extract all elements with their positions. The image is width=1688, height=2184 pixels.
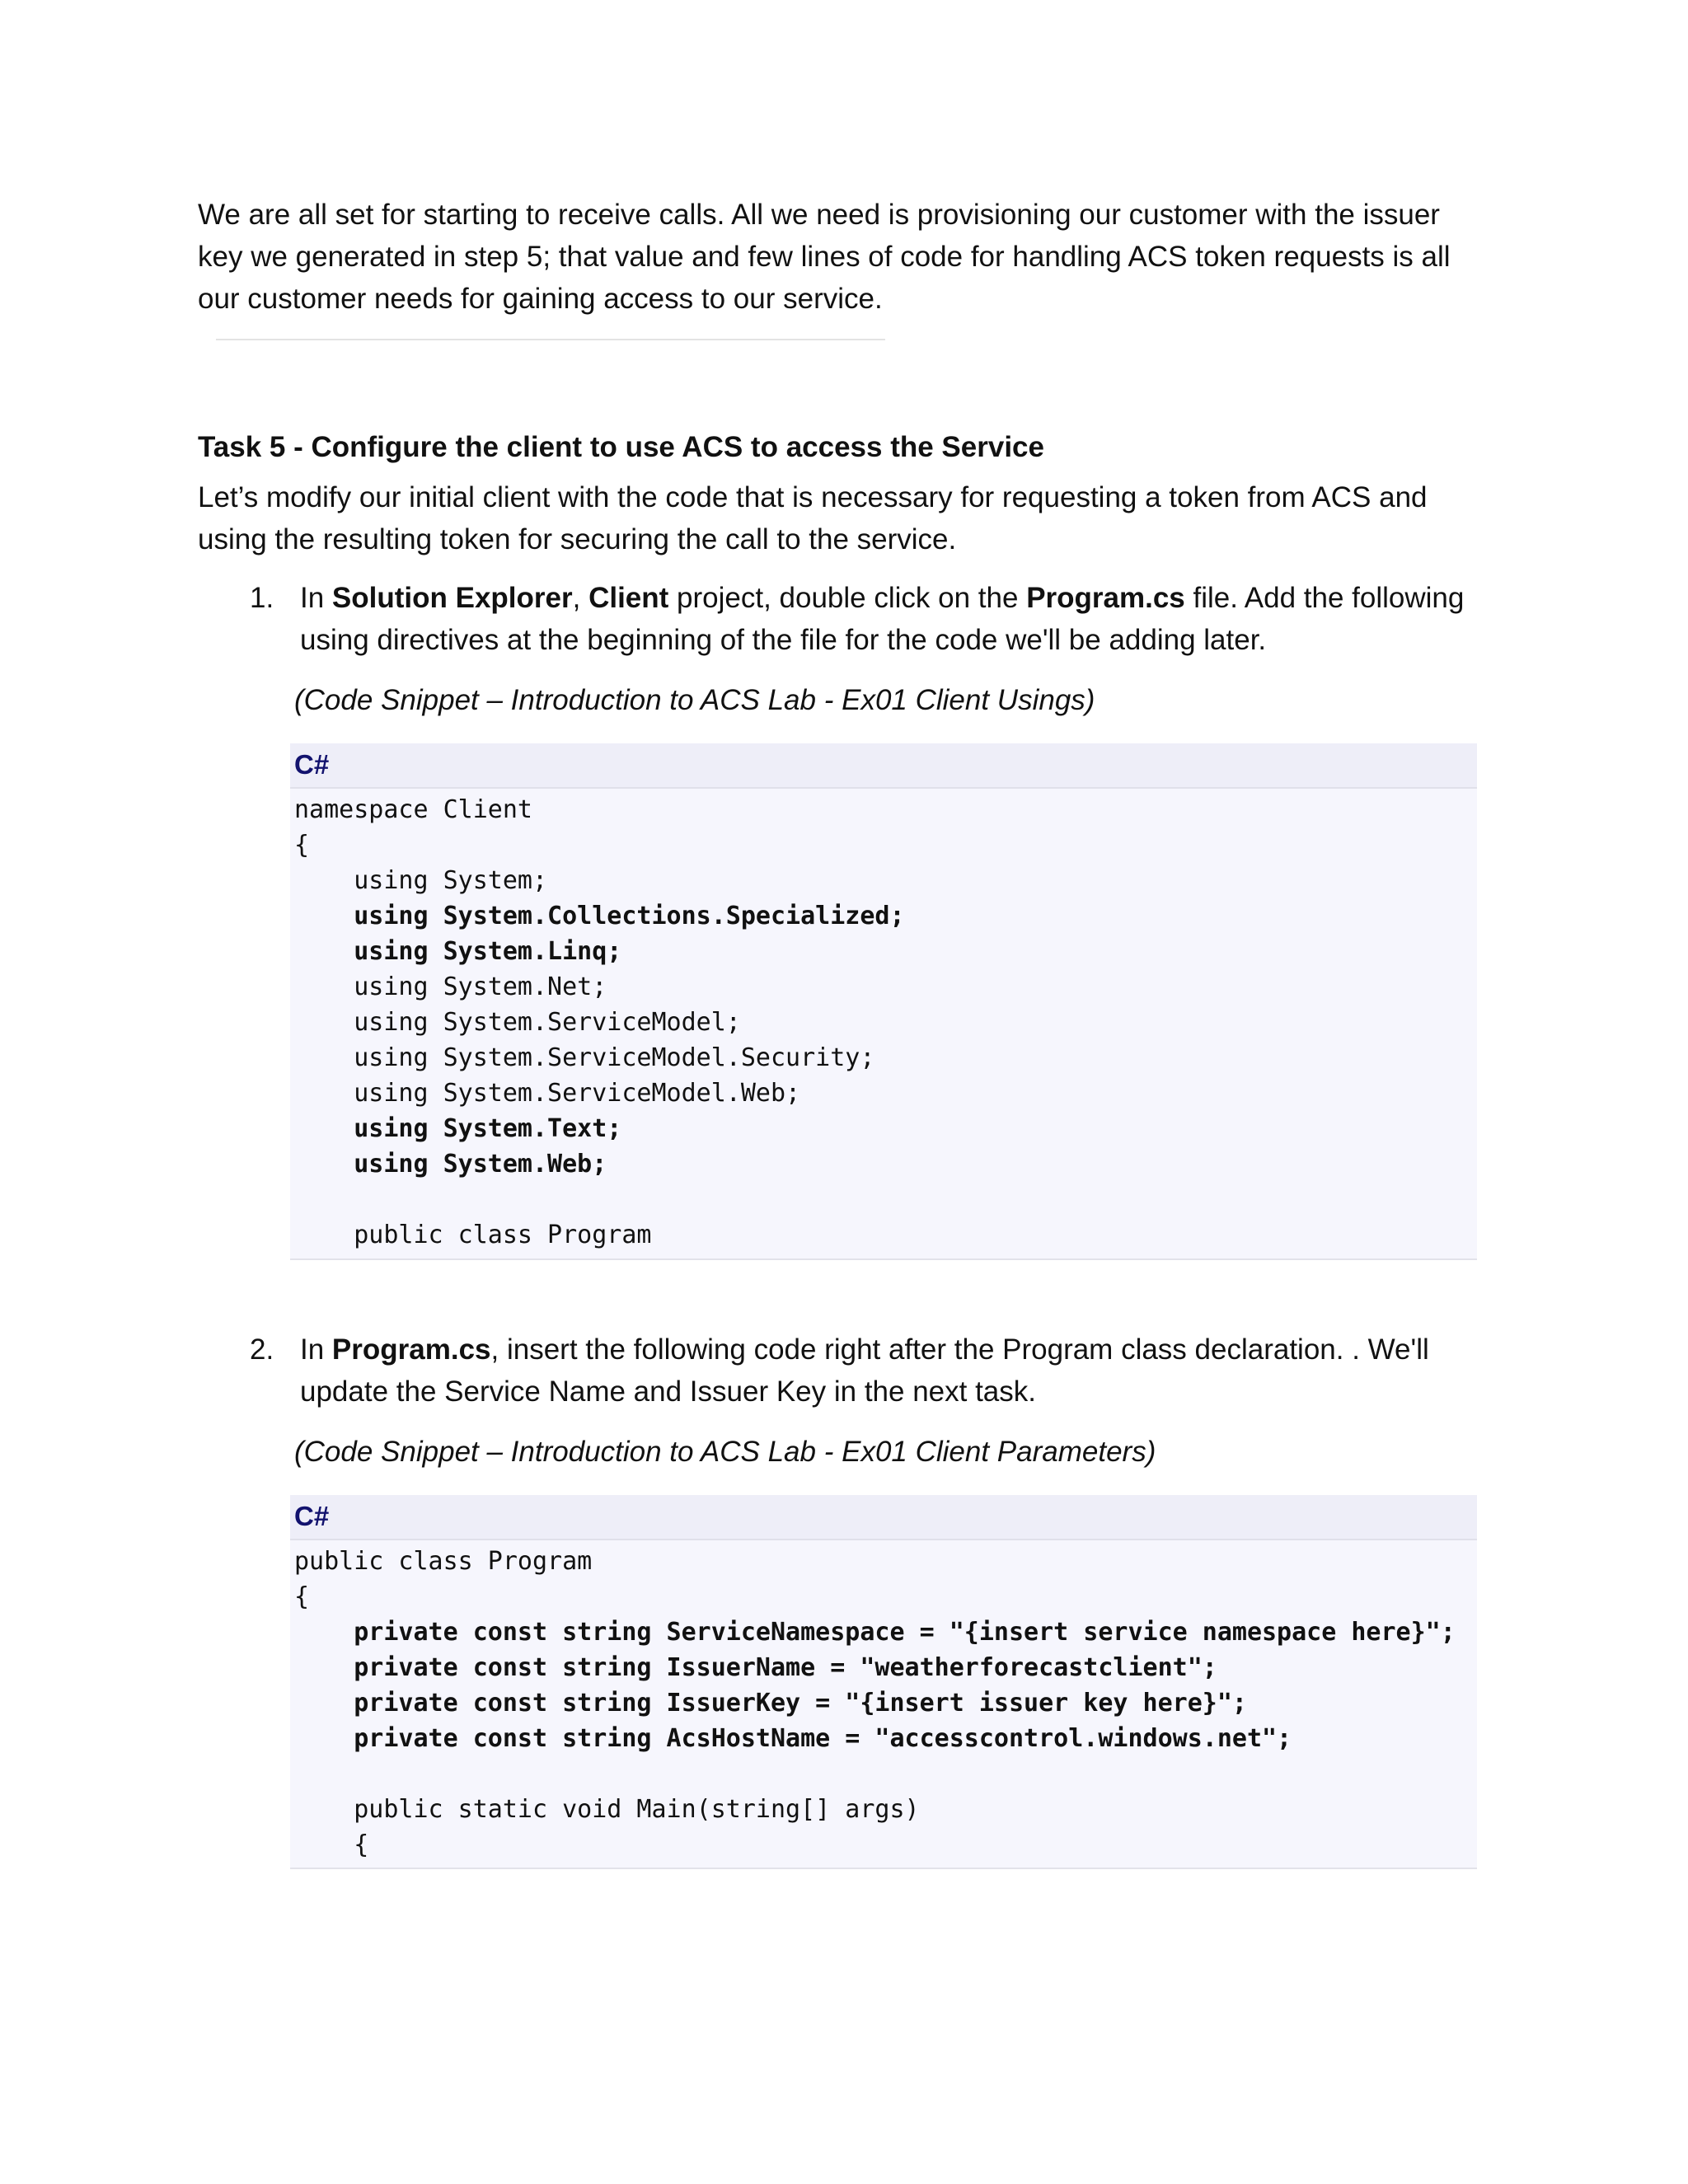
code-language-label: C# <box>294 1501 330 1531</box>
code-block-header <box>290 1495 1477 1540</box>
step-number: 1. <box>250 582 274 614</box>
intro-paragraph: We are all set for starting to receive calls. All we need is provisioning our customer with the issuer key we generated in step 5; that value and few lines of code for handling ACS token requests is all our customer needs for gaining access to our service. <box>198 199 1451 315</box>
code-line: using System.ServiceModel; <box>294 1008 741 1037</box>
step-number: 2. <box>250 1333 274 1366</box>
step-text-part: file. Add the following using directives at the beginning of the file for the code we'll be adding later. <box>300 582 1465 656</box>
code-line: public class Program <box>294 1221 652 1249</box>
step-text <box>300 1329 1487 1413</box>
step-text <box>300 577 1487 661</box>
code-line: using System.ServiceModel.Security; <box>294 1043 875 1072</box>
code-line: using System.Text; <box>294 1114 622 1143</box>
code-snippet-caption: (Code Snippet – Introduction to ACS Lab - Ex01 Client Parameters) <box>294 1436 1156 1468</box>
task-description: Let’s modify our initial client with the code that is necessary for requesting a token from ACS and using the resulting token for securing the call to the service. <box>198 481 1428 555</box>
code-snippet-caption: (Code Snippet – Introduction to ACS Lab - Ex01 Client Usings) <box>294 684 1095 716</box>
code-body <box>290 1540 1477 1863</box>
code-line: private const string AcsHostName = "accesscontrol.windows.net"; <box>294 1724 1292 1753</box>
code-line: public static void Main(string[] args) <box>294 1795 920 1824</box>
code-line: using System.Web; <box>294 1150 607 1179</box>
code-line <box>294 1756 1477 1792</box>
horizontal-divider <box>216 339 885 340</box>
code-block <box>290 743 1477 1260</box>
step-text-part: In <box>300 582 332 614</box>
code-body <box>290 789 1477 1253</box>
code-line: private const string IssuerKey = "{insert issuer key here}"; <box>294 1689 1247 1718</box>
code-line: { <box>294 1830 369 1859</box>
code-line: using System; <box>294 866 548 895</box>
step-text-part: , <box>572 582 589 614</box>
step-text-part: project, double click on the <box>668 582 1027 614</box>
code-block-header <box>290 743 1477 789</box>
code-line: public class Program <box>294 1547 593 1576</box>
code-line: using System.Net; <box>294 972 607 1001</box>
code-block <box>290 1495 1477 1869</box>
code-line: private const string ServiceNamespace = "{insert service namespace here}"; <box>294 1618 1456 1647</box>
step-text-bold: Solution Explorer <box>331 582 573 614</box>
code-language-label: C# <box>294 749 330 780</box>
step-text-bold: Program.cs <box>331 1333 491 1366</box>
code-line: using System.Linq; <box>294 937 622 966</box>
code-line: { <box>294 831 310 860</box>
code-line: { <box>294 1582 310 1611</box>
step-text-part: , insert the following code right after the Program class declaration. . We'll update the Service Name and Issuer Key in the next task. <box>300 1333 1429 1408</box>
code-line: using System.ServiceModel.Web; <box>294 1079 801 1108</box>
code-line: using System.Collections.Specialized; <box>294 902 905 930</box>
code-line: private const string IssuerName = "weatherforecastclient"; <box>294 1653 1217 1682</box>
code-line <box>294 1182 1477 1217</box>
step-text-bold: Program.cs <box>1026 582 1185 614</box>
task-heading: Task 5 - Configure the client to use ACS to access the Service <box>198 431 1044 463</box>
code-line: namespace Client <box>294 795 532 824</box>
step-text-part: In <box>300 1333 332 1366</box>
step-text-bold: Client <box>588 582 669 614</box>
